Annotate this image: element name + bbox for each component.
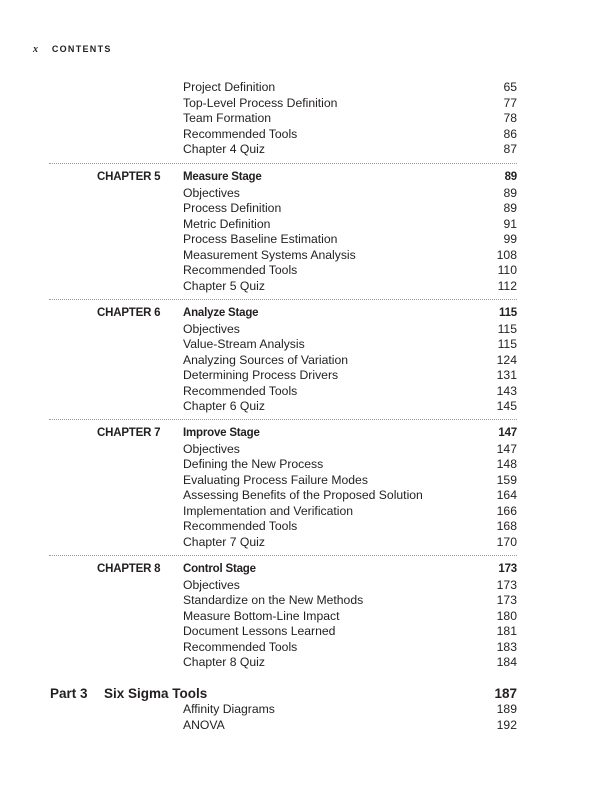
entry-title: Recommended Tools [183,519,298,534]
toc-entry [183,384,517,400]
entry-page: 145 [496,399,517,414]
entry-page: 183 [496,639,517,654]
part-page: 187 [494,686,517,701]
entry-page: 112 [497,278,517,293]
entry-page: 173 [498,563,517,575]
entry-page: 87 [503,142,517,157]
entry-page: 180 [496,608,517,623]
running-head-label: CONTENTS [51,44,112,54]
entry-title: Chapter 4 Quiz [183,142,265,157]
entry-page: 143 [496,383,517,398]
entry-page: 184 [496,655,517,670]
toc-entry [183,248,517,264]
entry-title: Objectives [183,441,240,456]
chapter-title-entry [183,170,517,186]
entry-page: 192 [496,717,517,732]
entry-title: Top-Level Process Definition [183,95,338,110]
entry-page: 89 [503,185,517,200]
section-divider [49,299,517,300]
entry-title: Project Definition [183,80,276,94]
toc-entry [183,655,517,671]
entry-title: Chapter 8 Quiz [183,655,265,670]
entry-page: 89 [503,201,517,216]
entry-page: 173 [496,577,517,592]
entry-page: 89 [504,171,517,183]
chapter-title-entry [183,306,517,322]
part-number: Part 3 [50,686,88,701]
toc-entry [183,702,517,718]
entry-page: 110 [497,263,517,278]
entry-page: 115 [497,321,517,336]
entry-title: Recommended Tools [183,383,298,398]
entry-title: Defining the New Process [183,457,324,472]
entry-title: Analyze Stage [183,307,259,319]
toc-entry [183,279,517,295]
entry-title: Determining Process Drivers [183,368,339,383]
entry-title: Recommended Tools [183,263,298,278]
page-number: x [33,44,38,55]
entry-page: 131 [496,368,517,383]
toc-entry [183,201,517,217]
toc-entry [183,96,517,112]
entry-title: Control Stage [183,563,256,575]
entry-title: Standardize on the New Methods [183,593,364,608]
entry-title: Metric Definition [183,216,271,231]
entry-page: 181 [496,624,517,639]
chapter-title-entry [183,562,517,578]
toc-entry [183,519,517,535]
entry-page: 99 [503,232,517,247]
entry-page: 168 [496,519,517,534]
toc-entry [183,593,517,609]
toc-entry [183,263,517,279]
entry-page: 147 [496,441,517,456]
entry-title: Implementation and Verification [183,503,354,518]
entry-page: 65 [503,80,517,94]
chapter-label: CHAPTER 5 [97,171,161,183]
toc-entry [183,337,517,353]
entry-title: Recommended Tools [183,639,298,654]
entry-title: Team Formation [183,111,272,126]
entry-page: 166 [496,503,517,518]
entry-title: Objectives [183,185,240,200]
toc-entry [183,578,517,594]
entry-title: Chapter 5 Quiz [183,278,265,293]
entry-title: Process Baseline Estimation [183,232,338,247]
entry-title: Measure Bottom-Line Impact [183,608,340,623]
section-divider [49,163,517,164]
entry-title: Evaluating Process Failure Modes [183,472,368,487]
entry-page: 159 [496,472,517,487]
entry-page: 91 [503,216,517,231]
toc-entry [183,368,517,384]
entry-page: 86 [503,126,517,141]
entry-page: 173 [496,593,517,608]
toc-entry [183,535,517,551]
entry-title: Process Definition [183,201,282,216]
toc-entry [183,504,517,520]
toc-entry [183,442,517,458]
entry-page: 108 [496,247,517,262]
chapter-label: CHAPTER 6 [97,307,161,319]
entry-page: 189 [496,702,517,716]
entry-title: Affinity Diagrams [183,702,275,716]
entry-title: Document Lessons Learned [183,624,336,639]
toc-entry [183,718,517,734]
toc-entry [183,127,517,143]
entry-page: 148 [496,457,517,472]
entry-page: 115 [497,337,517,352]
section-divider [49,555,517,556]
entry-page: 78 [503,111,517,126]
entry-title: Analyzing Sources of Variation [183,352,349,367]
entry-title: Chapter 7 Quiz [183,534,265,549]
part-title: Six Sigma Tools [104,686,208,701]
toc-entry [183,609,517,625]
toc-entry [183,624,517,640]
entry-title: Improve Stage [183,427,260,439]
entry-page: 164 [496,488,517,503]
entry-page: 170 [496,534,517,549]
entry-page: 124 [496,352,517,367]
part-heading [50,686,517,702]
entry-title: Objectives [183,321,240,336]
entry-title: Recommended Tools [183,126,298,141]
toc-entry [183,232,517,248]
toc-entry [183,457,517,473]
toc-entry [183,353,517,369]
chapter-label: CHAPTER 7 [97,427,161,439]
toc-entry [183,111,517,127]
entry-title: Value-Stream Analysis [183,337,305,352]
toc-entry [183,142,517,158]
toc-entry [183,399,517,415]
entry-page: 115 [499,307,517,319]
entry-page: 147 [498,427,517,439]
entry-title: Measurement Systems Analysis [183,247,356,262]
entry-title: ANOVA [183,717,225,732]
chapter-label: CHAPTER 8 [97,563,161,575]
toc-entry [183,80,517,96]
running-head [33,44,112,55]
toc-entry [183,640,517,656]
toc-entry [183,322,517,338]
entry-title: Assessing Benefits of the Proposed Solution [183,488,423,503]
entry-title: Measure Stage [183,171,262,183]
chapter-title-entry [183,426,517,442]
toc-entry [183,473,517,489]
toc-entry [183,217,517,233]
toc-entry [183,488,517,504]
entry-page: 77 [503,95,517,110]
toc-entry [183,186,517,202]
entry-title: Chapter 6 Quiz [183,399,265,414]
section-divider [49,419,517,420]
entry-title: Objectives [183,577,240,592]
